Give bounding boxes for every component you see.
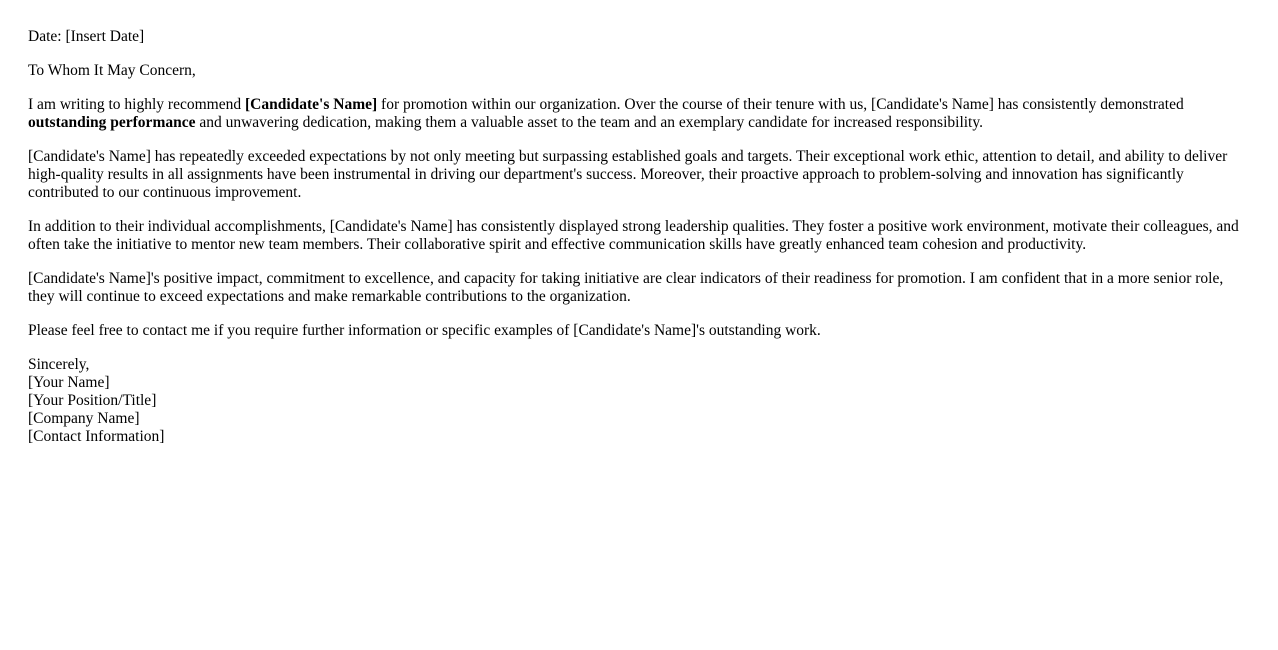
intro-text-start: I am writing to highly recommend (28, 96, 245, 113)
candidate-name-bold: [Candidate's Name] (244, 96, 378, 113)
date-line: Date: [Insert Date] (28, 28, 145, 45)
paragraph-performance: [Candidate's Name] has repeatedly exceeded expectations by not only meeting but surpassing established goals and targets. Their exceptional work ethic, attention to detail, and ability to deliver high-quality results in all assignments have been instrumental in driving our department's success. Moreover, their proactive approach to problem-solving and innovation has significantly contributed to our continuous improvement. (28, 148, 1228, 201)
paragraph-leadership: In addition to their individual accomplishments, [Candidate's Name] has consistently displayed strong leadership qualities. They foster a positive work environment, motivate their colleagues, and often take the initiative to mentor new team members. Their collaborative spirit and effective communication skills have greatly enhanced team cohesion and productivity. (28, 218, 1239, 253)
signer-position: [Your Position/Title] (28, 392, 157, 409)
salutation: To Whom It May Concern, (28, 62, 196, 79)
paragraph-intro (28, 96, 1240, 132)
recommendation-letter (28, 28, 1240, 446)
sign-off: Sincerely, (28, 356, 90, 373)
paragraph-contact: Please feel free to contact me if you require further information or specific examples of [Candidate's Name]'s outstanding work. (28, 322, 821, 339)
signature-block (28, 356, 1240, 446)
signer-company: [Company Name] (28, 410, 140, 427)
paragraph-readiness: [Candidate's Name]'s positive impact, commitment to excellence, and capacity for taking initiative are clear indicators of their readiness for promotion. I am confident that in a more senior role, they will continue to exceed expectations and make remarkable contributions to the organization. (28, 270, 1224, 305)
intro-text-middle: for promotion within our organization. Over the course of their tenure with us, [Candidate's Name] has consistently demonstrated (377, 96, 1184, 113)
intro-text-end: and unwavering dedication, making them a valuable asset to the team and an exemplary candidate for increased responsibility. (195, 114, 983, 131)
signer-contact: [Contact Information] (28, 428, 165, 445)
outstanding-performance-bold: outstanding performance (28, 114, 196, 131)
signer-name: [Your Name] (28, 374, 110, 391)
